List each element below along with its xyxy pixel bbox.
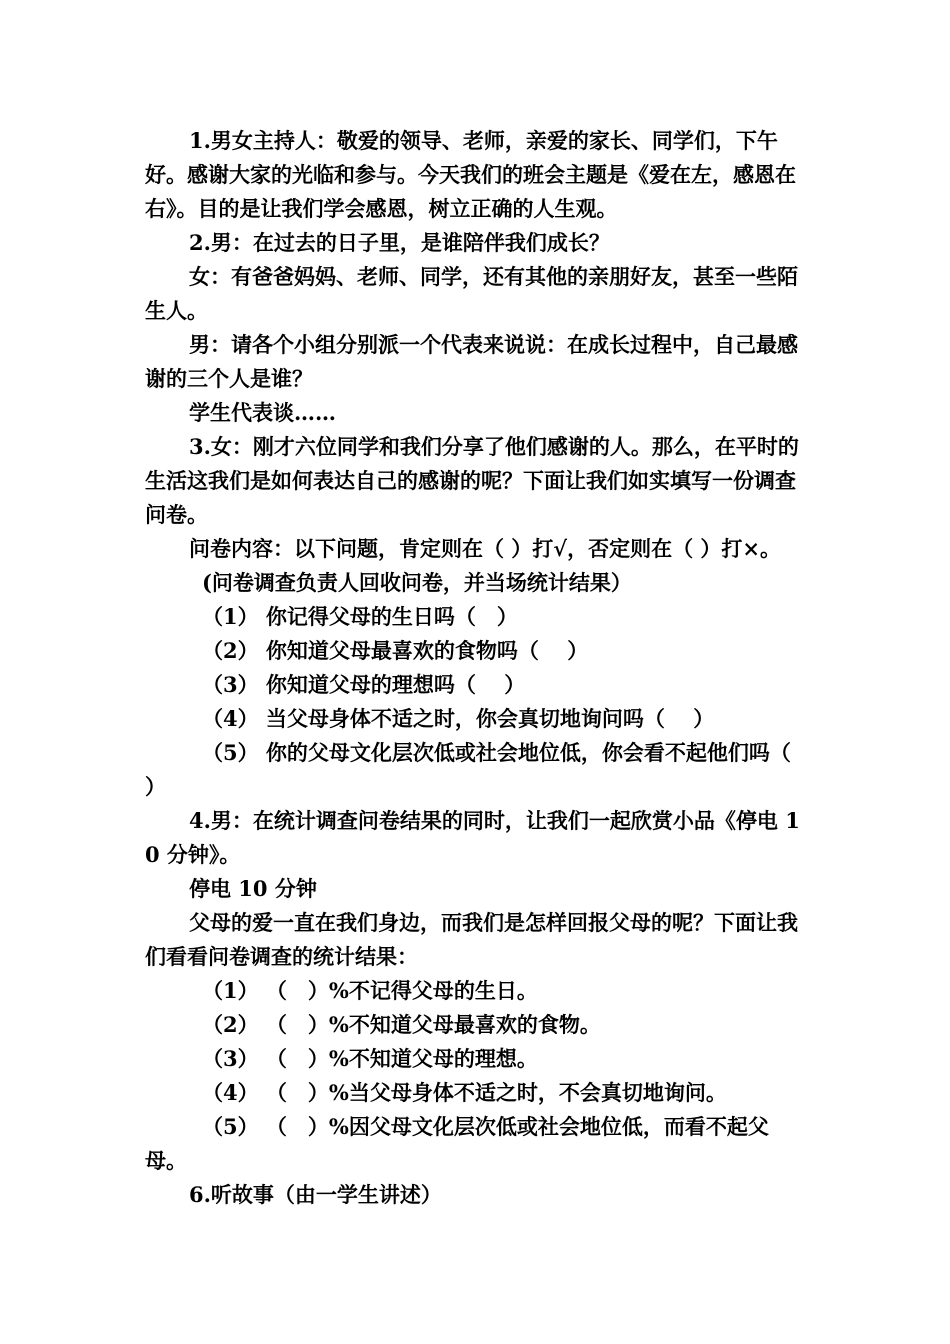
survey-note: (问卷调查负责人回收问卷，并当场统计结果） <box>202 570 632 595</box>
skit-title: 停电 10 分钟 <box>189 876 317 901</box>
paragraph-survey-intro: 3.女：刚才六位同学和我们分享了他们感谢的人。那么，在平时的生活这我们是如何表达自己的感谢的呢？下面让我们如实填写一份调查问卷。 <box>145 434 799 527</box>
paragraph-group-prompt: 男：请各个小组分别派一个代表来说说：在成长过程中，自己最感谢的三个人是谁？ <box>145 332 798 391</box>
paragraph-female-answer: 女：有爸爸妈妈、老师、同学，还有其他的亲朋好友，甚至一些陌生人。 <box>145 264 798 323</box>
result-item: （1） （ ）%不记得父母的生日。 <box>202 978 538 1003</box>
document-body <box>145 124 820 1212</box>
result-item: （3） （ ）%不知道父母的理想。 <box>202 1046 538 1071</box>
paragraph-results-transition: 父母的爱一直在我们身边，而我们是怎样回报父母的呢？下面让我们看看问卷调查的统计结果： <box>145 910 798 969</box>
survey-item: （5） 你的父母文化层次低或社会地位低，你会看不起他们吗（ ） <box>145 740 820 799</box>
result-item: （5） （ ）%因父母文化层次低或社会地位低，而看不起父母。 <box>145 1114 769 1173</box>
paragraph-student-talk: 学生代表谈…… <box>189 400 336 425</box>
survey-item: （3） 你知道父母的理想吗（ ） <box>202 672 526 697</box>
survey-item: （1） 你记得父母的生日吗（ ） <box>202 604 518 629</box>
paragraph-survey-instructions: 问卷内容：以下问题，肯定则在（ ）打√，否定则在（ ）打×。 <box>189 536 782 561</box>
survey-item: （4） 当父母身体不适之时，你会真切地询问吗（ ） <box>202 706 715 731</box>
paragraph-opening: 1.男女主持人：敬爱的领导、老师，亲爱的家长、同学们，下午好。感谢大家的光临和参与。今天我们的班会主题是《爱在左，感恩在右》。目的是让我们学会感恩，树立正确的人生观。 <box>145 128 796 221</box>
paragraph-male-question: 2.男：在过去的日子里，是谁陪伴我们成长？ <box>189 230 610 255</box>
paragraph-skit-intro: 4.男：在统计调查问卷结果的同时，让我们一起欣赏小品《停电 10 分钟》。 <box>145 808 800 867</box>
result-item: （4） （ ）%当父母身体不适之时，不会真切地询问。 <box>202 1080 727 1105</box>
paragraph-story-section: 6.听故事（由一学生讲述） <box>189 1182 442 1207</box>
survey-item: （2） 你知道父母最喜欢的食物吗（ ） <box>202 638 589 663</box>
result-item: （2） （ ）%不知道父母最喜欢的食物。 <box>202 1012 601 1037</box>
